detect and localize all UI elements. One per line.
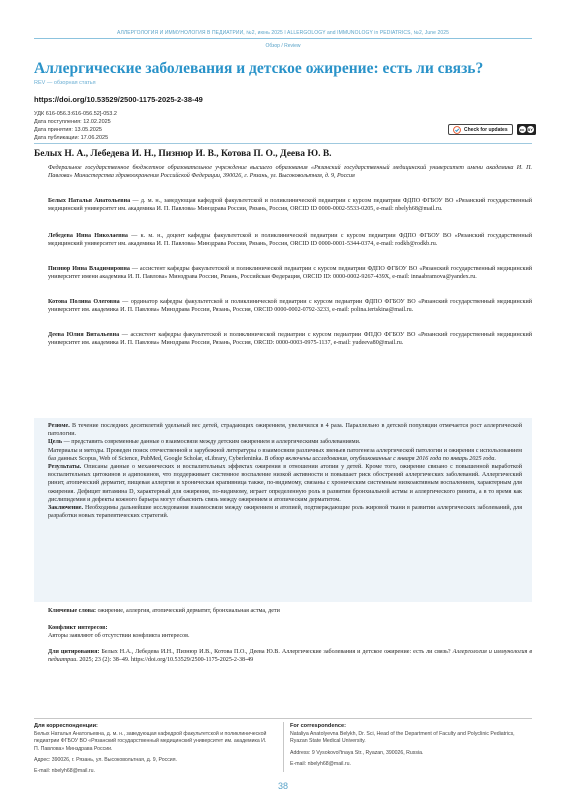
footer-ru-heading: Для корреспонденции: bbox=[34, 723, 98, 729]
check-updates-label: Check for updates bbox=[464, 126, 508, 133]
udc: УДК 616-056.3:616-056.52]-053.2 bbox=[34, 111, 117, 117]
by-icon: BY bbox=[527, 127, 533, 132]
footer-ru-text: Белых Наталья Анатольевна, д. м. н., заведующая кафедрой факультетской и поликлинической педиатрии ФГБОУ ВО «Рязанский государственный медицинский университет им. академика И. П. Павлова» Минздрава России. bbox=[34, 731, 267, 752]
author-name: Деева Юлия Витальевна bbox=[48, 332, 120, 338]
summary-label: Резюме. bbox=[48, 423, 70, 429]
check-updates-icon bbox=[453, 126, 461, 134]
article-title: Аллергические заболевания и детское ожирение: есть ли связь? bbox=[34, 60, 484, 77]
date-received: Дата поступления: 12.02.2025 bbox=[34, 119, 111, 125]
citation bbox=[48, 648, 532, 664]
author-detail bbox=[48, 265, 532, 281]
conflict-of-interest bbox=[48, 624, 532, 640]
conflict-label: Конфликт интересов: bbox=[48, 625, 108, 631]
author-name: Лебедева Инна Николаевна bbox=[48, 233, 128, 239]
abstract-box bbox=[34, 418, 532, 602]
footer-en-email[interactable]: E-mail: nbelyh68@mail.ru. bbox=[290, 760, 351, 767]
badges bbox=[448, 124, 536, 135]
author-info: — д. м. н., заведующая кафедрой факультетской и поликлинической педиатрии с курсом педиатрии ФДПО ФГБОУ ВО «Рязанский государственный медицинский университет им. академика И. П. Павлова» Минздрава России, Рязань, Россия, ORCID ID 0000-0002-5533-0205, e-mail: nbelyh68@mail.ru. bbox=[48, 198, 532, 213]
aim-label: Цель bbox=[48, 439, 63, 446]
abstract-conclusion bbox=[48, 504, 522, 520]
citation-text: Белых Н.А., Лебедева И.Н., Пизнюр И.В., Котова П.О., Деева Ю.В. Аллергические заболевания и детское ожирение: есть ли связь? bbox=[99, 649, 453, 655]
methods-italic: В обзор включены исследования, опубликованные с января 2016 года по январь 2025 года. bbox=[264, 455, 497, 462]
header-divider bbox=[34, 38, 532, 39]
citation-label: Для цитирования: bbox=[48, 649, 100, 655]
running-header: АЛЛЕРГОЛОГИЯ И ИММУНОЛОГИЯ В ПЕДИАТРИИ, №2, июнь 2025 ǀ ALLERGOLOGY and IMMUNOLOGY in PEDIATRICS, №2, June 2025 bbox=[116, 30, 450, 36]
conclusion-text: Необходимы дальнейшие исследования взаимосвязи между ожирением и атопией, подтверждающие роль жировой ткани в развитии аллергических заболеваний, для разработки новых терапевтических стратегий. bbox=[48, 505, 522, 520]
footer-correspondence-ru bbox=[34, 723, 268, 775]
results-label: Результаты. bbox=[48, 464, 82, 471]
author-detail bbox=[48, 197, 532, 213]
abstract-summary bbox=[48, 422, 522, 438]
author-name: Белых Наталья Анатольевна bbox=[48, 198, 131, 204]
footer-en-heading: For correspondence: bbox=[290, 723, 346, 729]
author-name: Пизнюр Инна Владимировна bbox=[48, 266, 130, 272]
author-info: — к. м. н., доцент кафедры факультетской и поликлинической педиатрии с курсом педиатрии ФДПО ФГБОУ ВО «Рязанский государственный медицинский университет им. академика И. П. Павлова» Минздрава России, Рязань, Россия, ORCID ID 0000-0001-5344-0374, e-mail: rodkb@rodkb.ru. bbox=[48, 233, 532, 248]
summary-text: В течение последних десятилетий удельный вес детей, страдающих ожирением, увеличился в 4 раза. Параллельно в детской популяции отмечается рост аллергической патологии. bbox=[48, 423, 522, 438]
results-text: Описаны данные о механических и воспалительных эффектах ожирения в отношении атопии у детей. Кроме того, ожирение связано с повышенной выработкой воспалительных цитокинов и адипокинов, что поддерживает системное воспаление низкой активности и повышает риск обострений аллергических заболеваний. Аллергический ринит, атопический дерматит, пищевая аллергия и хроническая крапивница также, по-видимому, связаны с хроническим системным низкоактивным воспалением, характерным для ожирения. Дефицит витамина D, характерный для ожирения, по-видимому, играет определенную роль в развитии бронхиальной астмы и аллергического ринита, а в то время как дислипидемия и дефекты кожного барьера могут объяснить связь между ожирением и атопическим дерматитом. bbox=[48, 464, 522, 503]
author-detail bbox=[48, 298, 532, 314]
date-published: Дата публикации: 17.06.2025 bbox=[34, 135, 109, 141]
authors-line: Белых Н. А., Лебедева И. Н., Пизнюр И. В., Котова П. О., Деева Ю. В. bbox=[34, 149, 332, 159]
abstract-results bbox=[48, 463, 522, 504]
conflict-text: Авторы заявляют об отсутствии конфликта интересов. bbox=[48, 633, 190, 640]
footer-ru-email[interactable]: E-mail: nbelyh68@mail.ru. bbox=[34, 768, 95, 775]
cc-icon: cc bbox=[519, 127, 525, 132]
title-divider bbox=[34, 143, 532, 144]
footer-correspondence-en bbox=[290, 723, 524, 768]
footer-en-text: Nataliya Anatolyevna Belykh, Dr. Sci, Head of the Department of Faculty and Polyclinic Pediatrics, Ryazan State Medical University. bbox=[290, 731, 515, 745]
doi-link[interactable]: https://doi.org/10.53529/2500-1175-2025-2-38-49 bbox=[34, 95, 203, 104]
author-detail bbox=[48, 331, 532, 347]
author-info: — ассистент кафедры факультетской и поликлинической педиатрии с курсом педиатрии ФДПО ФГБОУ ВО «Рязанский государственный медицинский университет имени академика И. П. Павлова» Минздрава России, Рязань, Российская Федерация, ORCID ID: 0000-0002-9267-439X, e-mail: innaabramova@yandex.ru. bbox=[48, 266, 532, 281]
section-label: Обзор / Review bbox=[265, 43, 301, 49]
article-meta bbox=[34, 110, 117, 142]
page-number: 38 bbox=[277, 781, 288, 791]
footer-divider bbox=[34, 718, 532, 719]
affiliation: Федеральное государственное бюджетное образовательное учреждение высшего образования «Рязанский государственный медицинский университет имени академика И. П. Павлова» Министерства здравоохранения Российской Федерации, 390026, г. Рязань, ул. Высоковольтная, д. 9, Россия bbox=[48, 165, 532, 180]
cc-license-badge[interactable] bbox=[517, 124, 536, 135]
conclusion-label: Заключение. bbox=[48, 505, 84, 512]
footer-ru-address: Адрес: 390026, г. Рязань, ул. Высоковольтная, д. 9, Россия. bbox=[34, 756, 177, 763]
date-accepted: Дата принятия: 13.05.2025 bbox=[34, 127, 102, 133]
keywords-label: Ключевые слова: bbox=[48, 608, 97, 614]
author-detail bbox=[48, 232, 532, 248]
author-info: — ассистент кафедры факультетской и поликлинической педиатрии с курсом педиатрии ФПДО ФГБОУ ВО «Рязанский государственный медицинский университет им. академика И. П. Павлова» Минздрава России, Рязань, Россия, ORCID: 0000-0003-0975-1137, e-mail: yudeeva80@mail.ru. bbox=[48, 332, 532, 347]
footer-column-divider bbox=[283, 722, 284, 772]
article-type: REV — обзорная статья bbox=[34, 80, 96, 86]
citation-tail[interactable]: 2025; 23 (2): 38–49. https://doi.org/10.53529/2500-1175-2025-2-38-49 bbox=[77, 657, 254, 664]
methods-text: Материалы и методы. Проведен поиск отечественной и зарубежной литературы о взаимосвязи различных звеньев патогенеза аллергической патологии и ожирения с использованием баз данных Scopus, Web of Science, PubMed, Google Scholar, eLibrary, Cyberleninka. bbox=[48, 447, 522, 462]
footer-en-address: Address: 9 Vysokovol'tnaya Str., Ryazan, 390026, Russia. bbox=[290, 749, 424, 756]
check-for-updates-button[interactable] bbox=[448, 124, 513, 135]
aim-text: — представить современные данные о взаимосвязи между детским ожирением и аллергическими заболеваниями. bbox=[62, 439, 361, 446]
author-info: — ординатор кафедры факультетской и поликлинической педиатрии с курсом педиатрии ФДПО ФГБОУ ВО «Рязанский государственный медицинский университет им. академика И. П. Павлова» Минздрава России, Рязань, Россия, ORCID 0000-0002-0792-3233, e-mail: polina.iertskina@mail.ru. bbox=[48, 299, 532, 314]
abstract-aim bbox=[48, 438, 522, 446]
keywords bbox=[48, 607, 532, 615]
author-name: Котова Полина Олеговна bbox=[48, 299, 120, 305]
abstract-methods bbox=[48, 447, 522, 463]
citation-journal: Аллергология и иммунология в педиатрии. bbox=[48, 649, 532, 664]
keywords-text: ожирение, аллергия, атопический дерматит, бронхиальная астма, дети bbox=[96, 608, 280, 614]
